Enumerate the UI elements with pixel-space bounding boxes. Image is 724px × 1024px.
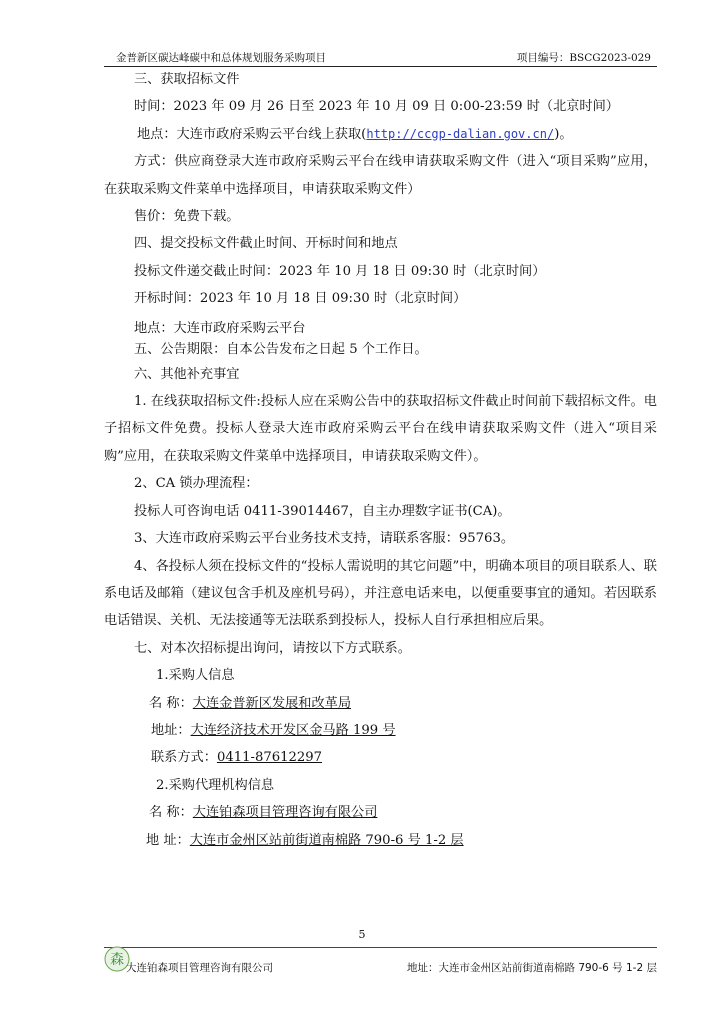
page-number: 5 [358,928,366,941]
section-4-open-time: 开标时间：2023 年 10 月 18 日 09:30 时（北京时间） [134,291,467,307]
section-6-item-2-detail: 投标人可咨询电话 0411-39014467，自主办理数字证书(CA)。 [134,503,511,519]
place-text: 地点：大连市政府采购云平台线上获取( [137,126,367,142]
section-3-method: 方式：供应商登录大连市政府采购云平台在线申请获取采购文件（进入“项目采购”应用，在获取采购文件菜单中选择项目，申请获取采购文件） [104,154,657,197]
document-body [104,66,657,854]
agent-name-label: 名 称： [149,805,193,821]
section-3-price: 售价：免费下载。 [134,209,240,225]
buyer-info-title: 1.采购人信息 [156,668,235,684]
agent-name-row [104,799,657,826]
agent-address-label: 地 址： [146,832,190,848]
section-3-place [104,121,657,148]
buyer-name: 大连金普新区发展和改革局 [192,695,352,711]
buyer-contact: 0411-87612297 [216,750,323,766]
section-6-item-2: 2、CA 锁办理流程： [134,476,259,492]
agent-address-row [104,827,657,854]
section-6-item-1: 1. 在线获取招标文件:投标人应在采购公告中的获取招标文件截止时间前下载招标文件。电子招标文件免费。投标人登录大连市政府采购云平台在线申请获取采购文件（进入“项目采购”应用，在获取采购文件菜单中选择项目，申请获取采购文件）。 [104,394,657,464]
page-header [104,50,657,67]
agent-address: 大连市金州区站前街道南棉路 790-6 号 1-2 层 [189,832,464,848]
section-6-title: 六、其他补充事宜 [134,366,240,382]
buyer-contact-label: 联系方式： [151,750,217,766]
section-7-title: 七、对本次招标提出询问，请按以下方式联系。 [134,640,411,656]
header-project-number: 项目编号：BSCG2023-029 [516,52,651,64]
ccgp-link[interactable]: http://ccgp-dalian.gov.cn/ [366,126,555,141]
buyer-name-label: 名 称： [149,695,193,711]
footer-address: 地址：大连市金州区站前街道南棉路 790-6 号 1-2 层 [406,962,657,974]
section-3-title: 三、获取招标文件 [134,72,240,87]
page-footer [104,960,657,976]
buyer-address-row [104,717,657,744]
header-title: 金普新区碳达峰碳中和总体规划服务采购项目 [116,52,326,64]
section-4-title: 四、提交投标文件截止时间、开标时间和地点 [134,236,398,252]
section-4-place: 地点：大连市政府采购云平台 [134,320,306,336]
section-3-time: 时间：2023 年 09 月 26 日至 2023 年 10 月 09 日 0:00-23:59 时（北京时间） [134,99,619,115]
place-text-end: )。 [554,126,573,142]
section-6-item-4: 4、各投标人须在投标文件的“投标人需说明的其它问题”中，明确本项目的项目联系人、联系电话及邮箱（建议包含手机及座机号码），并注意电话来电，以便重要事宜的通知。若因联系电话错误、关机、无法接通等无法联系到投标人，投标人自行承担相应后果。 [104,558,657,629]
agent-info-title: 2.采购代理机构信息 [156,777,275,793]
logo-glyph: 森 [110,952,124,968]
section-5: 五、公告期限：自本公告发布之日起 5 个工作日。 [134,341,428,357]
section-6-item-3: 3、大连市政府采购云平台业务技术支持，请联系客服：95763。 [134,531,515,547]
buyer-address: 大连经济技术开发区金马路 199 号 [190,722,396,738]
buyer-address-label: 地址： [151,722,191,738]
footer-divider [104,947,657,948]
buyer-name-row [104,690,657,717]
buyer-contact-row [104,744,657,771]
agent-name: 大连铂森项目管理咨询有限公司 [192,805,378,821]
footer-company: 大连铂森项目管理咨询有限公司 [126,962,273,974]
section-4-deadline: 投标文件递交截止时间：2023 年 10 月 18 日 09:30 时（北京时间） [134,263,546,279]
